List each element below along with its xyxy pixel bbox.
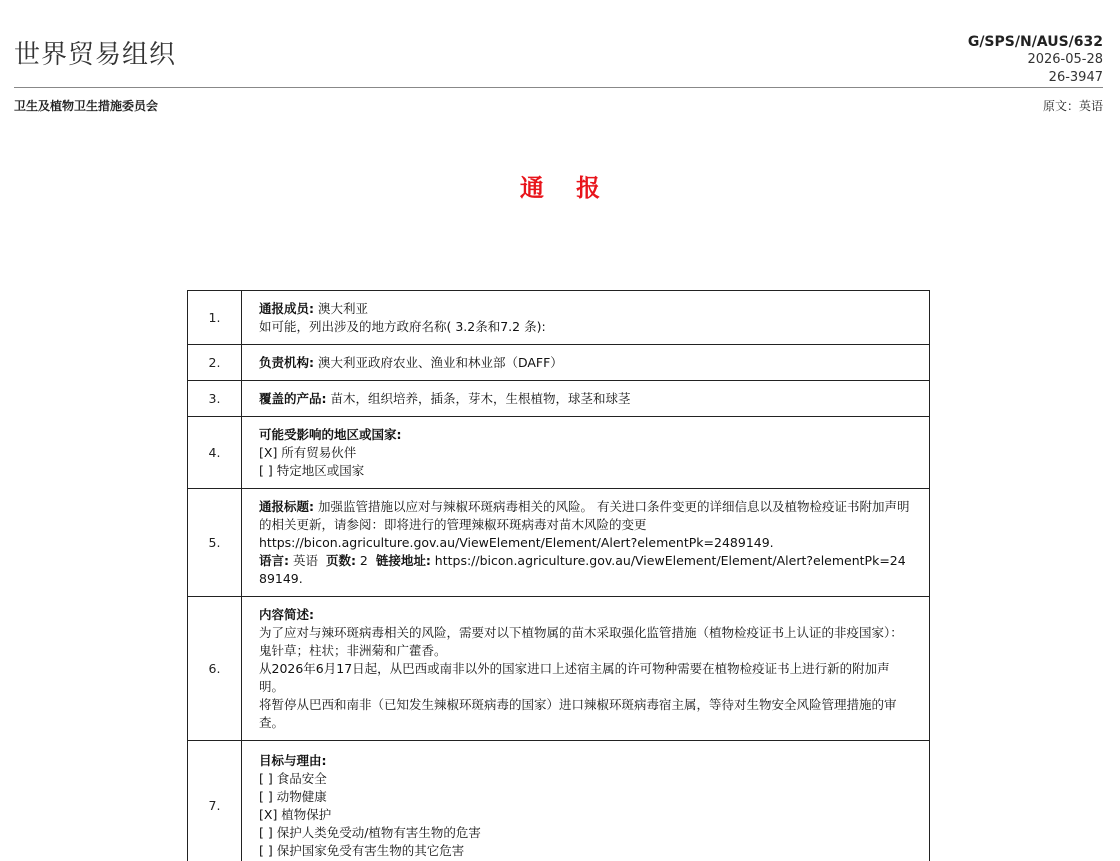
- checkbox-option-specific-regions: [ ] 特定地区或国家: [259, 462, 365, 478]
- table-row: [188, 291, 930, 345]
- pages-label: 页数:: [325, 552, 356, 568]
- checkbox-option-all-partners: [X] 所有贸易伙伴: [259, 444, 357, 460]
- description-paragraph: 从2026年6月17日起，从巴西或南非以外的国家进口上述宿主属的许可物种需要在植物检疫证书上进行新的附加声明。: [259, 660, 890, 694]
- link-label: 链接地址:: [375, 552, 431, 568]
- checkbox-option-protect-territory: [ ] 保护国家免受有害生物的其它危害: [259, 842, 465, 858]
- header-divider: [14, 87, 1103, 88]
- checkbox-option-food-safety: [ ] 食品安全: [259, 770, 327, 786]
- row-content: [242, 381, 930, 417]
- row-content: [242, 291, 930, 345]
- row-number: 3.: [188, 381, 242, 417]
- document-title: 通 报: [519, 174, 613, 202]
- table-row: [188, 345, 930, 381]
- row-number: 6.: [188, 597, 242, 741]
- row-label: 可能受影响的地区或国家:: [259, 426, 402, 442]
- row-label: 内容简述:: [259, 606, 314, 622]
- row-content: [242, 417, 930, 489]
- row-number: 2.: [188, 345, 242, 381]
- table-row: [188, 489, 930, 597]
- table-row: [188, 741, 930, 861]
- description-paragraph: 为了应对与辣环斑病毒相关的风险，需要对以下植物属的苗木采取强化监管措施（植物检疫证书上认证的非疫国家）：鬼针草；柱状；非洲菊和广藿香。: [259, 624, 903, 658]
- row-content: [242, 597, 930, 741]
- row-note: 如可能，列出涉及的地方政府名称( 3.2条和7.2 条):: [259, 318, 546, 334]
- row-label: 目标与理由:: [259, 752, 327, 768]
- row-value: 加强监管措施以应对与辣椒环斑病毒相关的风险。 有关进口条件变更的详细信息以及植物检疫证书附加声明的相关更新，请参阅：即将进行的管理辣椒环斑病毒对苗木风险的变更 https://bicon.agriculture.gov.au/ViewElement/Element/Alert?elementPk=2489149.: [259, 498, 910, 550]
- table-row: [188, 417, 930, 489]
- checkbox-option-protect-humans: [ ] 保护人类免受动/植物有害生物的危害: [259, 824, 481, 840]
- row-number: 1.: [188, 291, 242, 345]
- row-label: 负责机构:: [259, 354, 314, 370]
- row-number: 7.: [188, 741, 242, 861]
- checkbox-option-plant-protection: [X] 植物保护: [259, 806, 332, 822]
- row-value: 澳大利亚政府农业、渔业和林业部（DAFF）: [314, 354, 563, 370]
- document-number: 26-3947: [1048, 70, 1103, 85]
- row-number: 4.: [188, 417, 242, 489]
- row-content: [242, 489, 930, 597]
- row-content: [242, 741, 930, 861]
- committee-name: 卫生及植物卫生措施委员会: [14, 99, 159, 113]
- table-row: [188, 381, 930, 417]
- pages-value: 2: [355, 552, 368, 568]
- language-label: 语言:: [259, 552, 289, 568]
- row-content: [242, 345, 930, 381]
- description-paragraph: 将暂停从巴西和南非（已知发生辣椒环斑病毒的国家）进口辣椒环斑病毒宿主属，等待对生物安全风险管理措施的审查。: [259, 696, 897, 730]
- row-label: 覆盖的产品:: [259, 390, 327, 406]
- row-value: 澳大利亚: [314, 300, 368, 316]
- row-number: 5.: [188, 489, 242, 597]
- document-date: 2026-05-28: [1027, 52, 1103, 67]
- row-value: 苗木，组织培养，插条，芽木，生根植物，球茎和球茎: [326, 390, 631, 406]
- document-meta: [968, 33, 1103, 87]
- org-name: 世界贸易组织: [14, 40, 177, 70]
- checkbox-option-animal-health: [ ] 动物健康: [259, 788, 327, 804]
- document-symbol: G/SPS/N/AUS/632: [967, 34, 1103, 50]
- table-row: [188, 597, 930, 741]
- row-label: 通报标题:: [259, 498, 314, 514]
- language-value: 英语: [289, 552, 318, 568]
- original-language: 原文：英语: [1042, 99, 1103, 113]
- link-value[interactable]: https://bicon.agriculture.gov.au/ViewElement/Element/Alert?elementPk=2489149.: [259, 552, 906, 586]
- notification-table: [187, 290, 930, 861]
- row-label: 通报成员:: [259, 300, 314, 316]
